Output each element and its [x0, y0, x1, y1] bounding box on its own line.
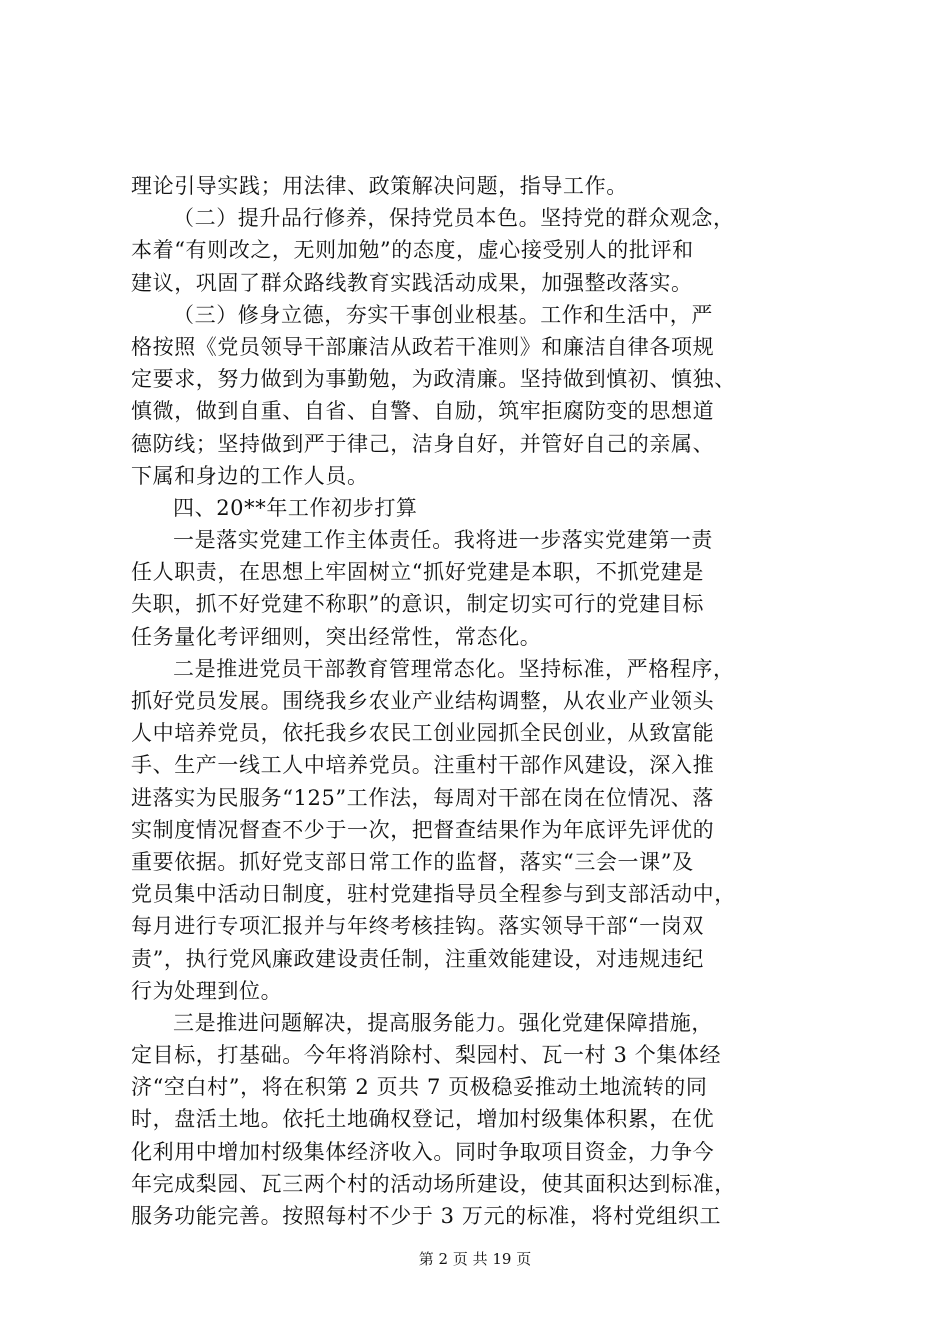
text-line: 理论引导实践；用法律、政策解决问题，指导工作。 [131, 174, 628, 198]
text-line: 年完成梨园、瓦三两个村的活动场所建设，使其面积达到标准， [131, 1171, 736, 1196]
text-line: 任人职责，在思想上牢固树立“抓好党建是本职，不抓党建是 [131, 560, 704, 585]
text-line: 下属和身边的工作人员。 [131, 463, 369, 488]
text-line: 失职，抓不好党建不称职”的意识，制定切实可行的党建目标 [131, 592, 704, 617]
text-line: 慎微，做到自重、自省、自警、自励，筑牢拒腐防变的思想道 [131, 399, 715, 424]
text-line: 责”，执行党风廉政建设责任制，注重效能建设，对违规违纪 [131, 946, 704, 971]
text-line: （三）修身立德，夯实干事创业根基。工作和生活中，严 [173, 302, 713, 327]
text-line: 二是推进党员干部教育管理常态化。坚持标准，严格程序， [173, 656, 735, 681]
text-line: 任务量化考评细则，突出经常性，常态化。 [131, 624, 542, 649]
text-line: 实制度情况督查不少于一次，把督查结果作为年底评先评优的 [131, 817, 715, 842]
text-line: 每月进行专项汇报并与年终考核挂钩。落实领导干部“一岗双 [131, 914, 704, 939]
text-line: 党员集中活动日制度，驻村党建指导员全程参与到支部活动中， [131, 882, 736, 907]
text-line: 德防线；坚持做到严于律己，洁身自好，并管好自己的亲属、 [131, 431, 715, 456]
text-line: 重要依据。抓好党支部日常工作的监督，落实“三会一课”及 [131, 849, 694, 874]
text-line: 化利用中增加村级集体经济收入。同时争取项目资金，力争今 [131, 1139, 715, 1164]
text-line: 定要求，努力做到为事勤勉，为政清廉。坚持做到慎初、慎独、 [131, 367, 736, 392]
text-line: 行为处理到位。 [131, 978, 283, 1003]
text-line: 格按照《党员领导干部廉洁从政若干准则》和廉洁自律各项规 [131, 334, 715, 359]
text-line: 本着“有则改之，无则加勉”的态度，虚心接受别人的批评和 [131, 238, 694, 263]
text-line: 济“空白村”，将在积第 2 页共 7 页极稳妥推动土地流转的同 [131, 1075, 708, 1100]
page-number-footer: 第 2 页 共 19 页 [418, 1250, 532, 1268]
text-line: 抓好党员发展。围绕我乡农业产业结构调整，从农业产业领头 [131, 689, 715, 713]
text-line: 定目标，打基础。今年将消除村、梨园村、瓦一村 3 个集体经 [131, 1043, 722, 1068]
text-line: 时，盘活土地。依托土地确权登记，增加村级集体积累，在优 [131, 1107, 715, 1132]
text-line: 人中培养党员，依托我乡农民工创业园抓全民创业，从致富能 [131, 721, 715, 746]
text-line: 一是落实党建工作主体责任。我将进一步落实党建第一责 [173, 528, 713, 553]
text-line: （二）提升品行修养，保持党员本色。坚持党的群众观念， [173, 206, 735, 231]
document-body [131, 170, 831, 1232]
text-line: 手、生产一线工人中培养党员。注重村干部作风建设，深入推 [131, 753, 715, 778]
text-line: 三是推进问题解决，提高服务能力。强化党建保障措施， [173, 1010, 713, 1035]
text-line: 服务功能完善。按照每村不少于 3 万元的标准，将村党组织工 [131, 1204, 722, 1228]
section-heading: 四、20**年工作初步打算 [173, 495, 418, 520]
text-line: 进落实为民服务“125”工作法，每周对干部在岗在位情况、落 [131, 785, 714, 810]
text-line: 建议，巩固了群众路线教育实践活动成果，加强整改落实。 [131, 270, 693, 295]
